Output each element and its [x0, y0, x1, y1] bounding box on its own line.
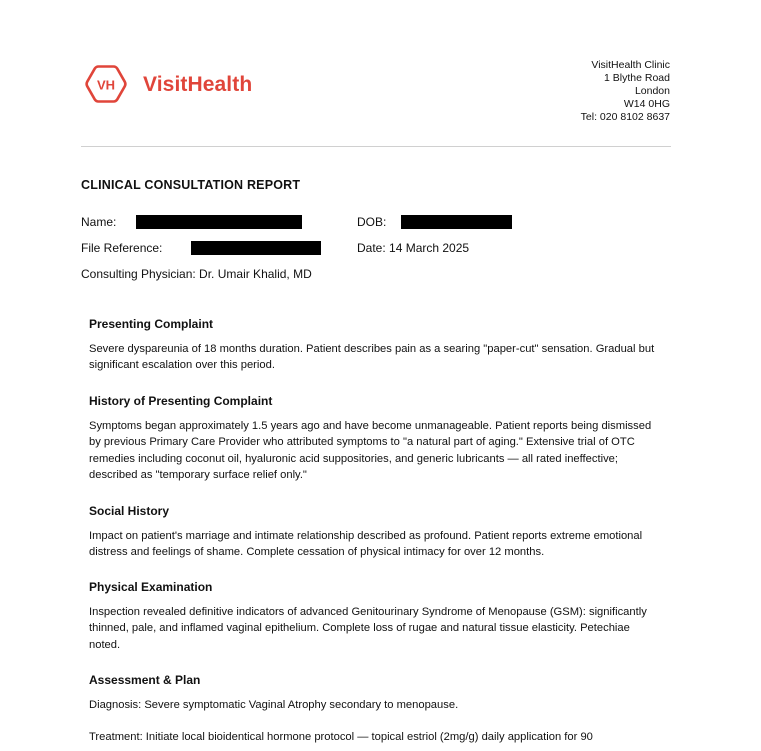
section-heading: History of Presenting Complaint [89, 394, 273, 408]
section-heading: Assessment & Plan [89, 673, 201, 687]
section-physical-examination [89, 580, 664, 653]
report-date: Date: 14 March 2025 [357, 241, 470, 255]
report-title: CLINICAL CONSULTATION REPORT [81, 178, 301, 192]
section-body: Severe dyspareunia of 18 months duration. Patient describes pain as a searing "paper-cut" sensation. Gradual but significant escalation over this period. [89, 343, 655, 372]
consulting-physician: Consulting Physician: Dr. Umair Khalid, MD [81, 267, 312, 281]
clinic-address [581, 59, 670, 124]
section-body-treatment: Treatment: Initiate local bioidentical hormone protocol — topical estriol (2mg/g) daily application for 90 [89, 731, 593, 744]
redacted-file-reference [191, 241, 321, 255]
address-line: VisitHealth Clinic [591, 59, 670, 71]
logo-monogram: VH [96, 77, 116, 93]
section-body: Impact on patient's marriage and intimate relationship described as profound. Patient reports extreme emotional distress and feelings of shame. Complete cessation of physical intimacy for over 12 months. [89, 530, 643, 559]
section-heading: Physical Examination [89, 580, 213, 594]
dob-label: DOB: [357, 215, 387, 229]
section-heading: Social History [89, 504, 170, 518]
redacted-dob [401, 215, 512, 229]
section-assessment-and-plan [89, 673, 664, 746]
name-label: Name: [81, 215, 117, 229]
section-body: Inspection revealed definitive indicators of advanced Genitourinary Syndrome of Menopause (GSM): significantly thinned, pale, and inflamed vaginal epithelium. Complete loss of rugae and natural tissue elasticity. Petechiae noted. [89, 606, 647, 651]
section-heading: Presenting Complaint [89, 317, 214, 331]
file-reference-label: File Reference: [81, 241, 163, 255]
section-social-history [89, 504, 664, 561]
brand-name: VisitHealth [143, 73, 253, 96]
clinic-phone: Tel: 020 8102 8637 [580, 111, 670, 123]
header-divider [81, 146, 671, 147]
section-body: Symptoms began approximately 1.5 years ago and have become unmanageable. Patient reports being dismissed by previous Primary Care Provider who attributed symptoms to "a natural part of aging." Extensive trial of OTC remedies including coconut oil, hyaluronic acid suppositories, and generic lubricants — all rated ineffective; described as "temporary surface relief only." [89, 420, 652, 481]
address-line: W14 0HG [623, 98, 670, 110]
section-history-of-presenting-complaint [89, 394, 664, 483]
section-presenting-complaint [89, 317, 664, 374]
section-body-diagnosis: Diagnosis: Severe symptomatic Vaginal Atrophy secondary to menopause. [89, 699, 459, 711]
clinic-logo [83, 62, 252, 108]
address-line: 1 Blythe Road [604, 72, 670, 84]
hexagon-vh-logo-icon [83, 62, 129, 108]
redacted-name [136, 215, 302, 229]
address-line: London [634, 85, 670, 97]
